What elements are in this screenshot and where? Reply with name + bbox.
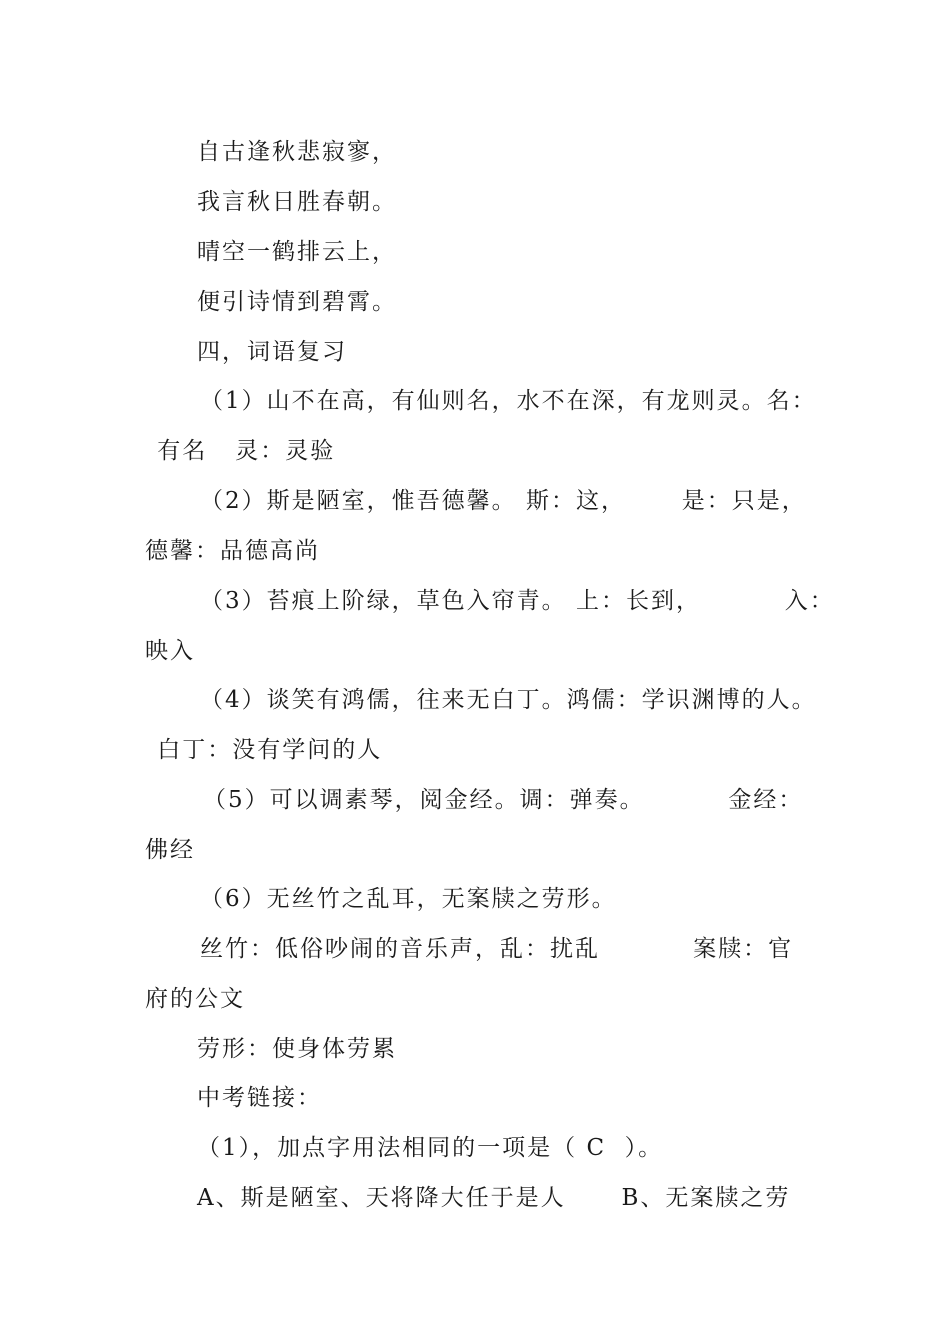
- section-heading: 四，词语复习: [197, 339, 347, 365]
- exam-heading: 中考链接：: [197, 1085, 322, 1111]
- vocab-item-2: （2）斯是陋室，惟吾德馨。 斯：这， 是：只是，: [200, 488, 807, 514]
- exam-question-1-options: A、斯是陋室、天将降大任于是人 B、无案牍之劳: [197, 1185, 791, 1211]
- vocab-item-4-cont: 白丁：没有学问的人: [148, 737, 383, 763]
- vocab-item-3-cont: 映入: [145, 638, 195, 664]
- vocab-item-4: （4）谈笑有鸿儒，往来无白丁。鸿儒：学识渊博的人。: [200, 687, 817, 713]
- vocab-item-6-note-cont: 府的公文: [145, 986, 245, 1012]
- vocab-item-1-cont: 有名 灵：灵验: [148, 438, 336, 464]
- exam-question-1: （1），加点字用法相同的一项是（ C ）。: [197, 1135, 664, 1161]
- vocab-item-6: （6）无丝竹之乱耳，无案牍之劳形。: [200, 886, 617, 912]
- poem-line-4: 便引诗情到碧霄。: [197, 289, 397, 315]
- vocab-item-6-note-2: 劳形：使身体劳累: [197, 1036, 397, 1062]
- poem-line-1: 自古逢秋悲寂寥，: [197, 139, 397, 165]
- poem-line-2: 我言秋日胜春朝。: [197, 189, 397, 215]
- vocab-item-1: （1）山不在高，有仙则名，水不在深，有龙则灵。名：: [200, 388, 817, 414]
- vocab-item-5: （5）可以调素琴，阅金经。调：弹奏。 金经：: [203, 787, 804, 813]
- poem-line-3: 晴空一鹤排云上，: [197, 239, 397, 265]
- vocab-item-6-note: 丝竹：低俗吵闹的音乐声，乱：扰乱 案牍：官: [200, 936, 794, 962]
- vocab-item-2-cont: 德馨：品德高尚: [145, 538, 320, 564]
- vocab-item-3: （3）苔痕上阶绿，草色入帘青。 上：长到， 入：: [200, 588, 835, 614]
- vocab-item-5-cont: 佛经: [145, 837, 195, 863]
